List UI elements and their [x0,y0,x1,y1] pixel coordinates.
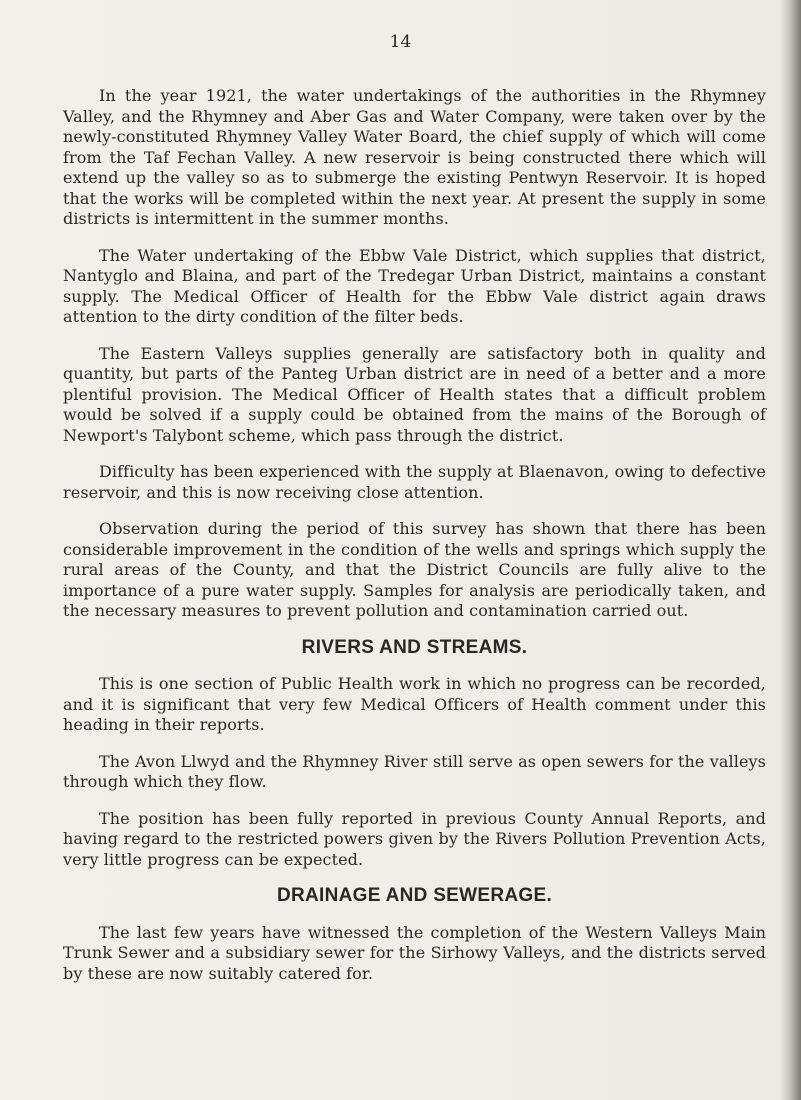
paragraph-public-health-rivers: This is one section of Public Health work in which no progress can be recorded, and it is significant that very few Medical Officers of Health comment under this heading in their reports. [63,674,766,734]
heading-rivers-and-streams: RIVERS AND STREAMS. [301,636,528,658]
heading-drainage-and-sewerage: DRAINAGE AND SEWERAGE. [276,885,553,906]
paragraph-blaenavon: Difficulty has been experienced with the supply at Blaenavon, owing to defective reservoir, and this is now receiving close attention. [63,462,766,502]
paragraph-rural-wells: Observation during the period of this survey has shown that there has been considerable improvement in the condition of the wells and springs which supply the rural areas of the County, and that the District Councils are fully alive to the importance of a pure water supply. Samples for analysis are periodically taken, and the necessary measures to prevent pollution and contamination carried out. [63,519,766,620]
page-number: 14 [389,32,412,52]
paragraph-ebbw-vale: The Water undertaking of the Ebbw Vale District, which supplies that district, Nantyglo and Blaina, and part of the Tredegar Urban District, maintains a constant supply. The Medical Officer of Health for the Ebbw Vale district again draws attention to the dirty condition of the filter beds. [63,245,766,326]
paragraph-rhymney-valley: In the year 1921, the water undertakings of the authorities in the Rhymney Valley, and the Rhymney and Aber Gas and Water Company, were taken over by the newly-constituted Rhymney Valley Water Board, the chief supply of which will come from the Taf Fechan Valley. A new reservoir is being constructed there which will extend up the valley so as to submerge the existing Pentwyn Reservoir. It is hoped that the works will be completed within the next year. At present the supply in some districts is intermittent in the summer months. [63,86,766,228]
page-edge-shadow [779,0,801,1100]
paragraph-trunk-sewer: The last few years have witnessed the completion of the Western Valleys Main Trunk Sewer and a subsidiary sewer for the Sirhowy Valleys, and the districts served by these are now suitably catered for. [63,922,766,983]
paragraph-rivers-pollution-acts: The position has been fully reported in previous County Annual Reports, and having regard to the restricted powers given by the Rivers Pollution Prevention Acts, very little progress can be expected. [63,808,766,869]
paragraph-eastern-valleys: The Eastern Valleys supplies generally are satisfactory both in quality and quantity, but parts of the Panteg Urban district are in need of a better and a more plentiful provision. The Medical Officer of Health states that a difficult problem would be solved if a supply could be obtained from the mains of the Borough of Newport's Talybont scheme, which pass through the district. [63,343,766,445]
document-body [63,86,766,1000]
paragraph-avon-llwyd: The Avon Llwyd and the Rhymney River still serve as open sewers for the valleys through which they flow. [63,751,766,791]
